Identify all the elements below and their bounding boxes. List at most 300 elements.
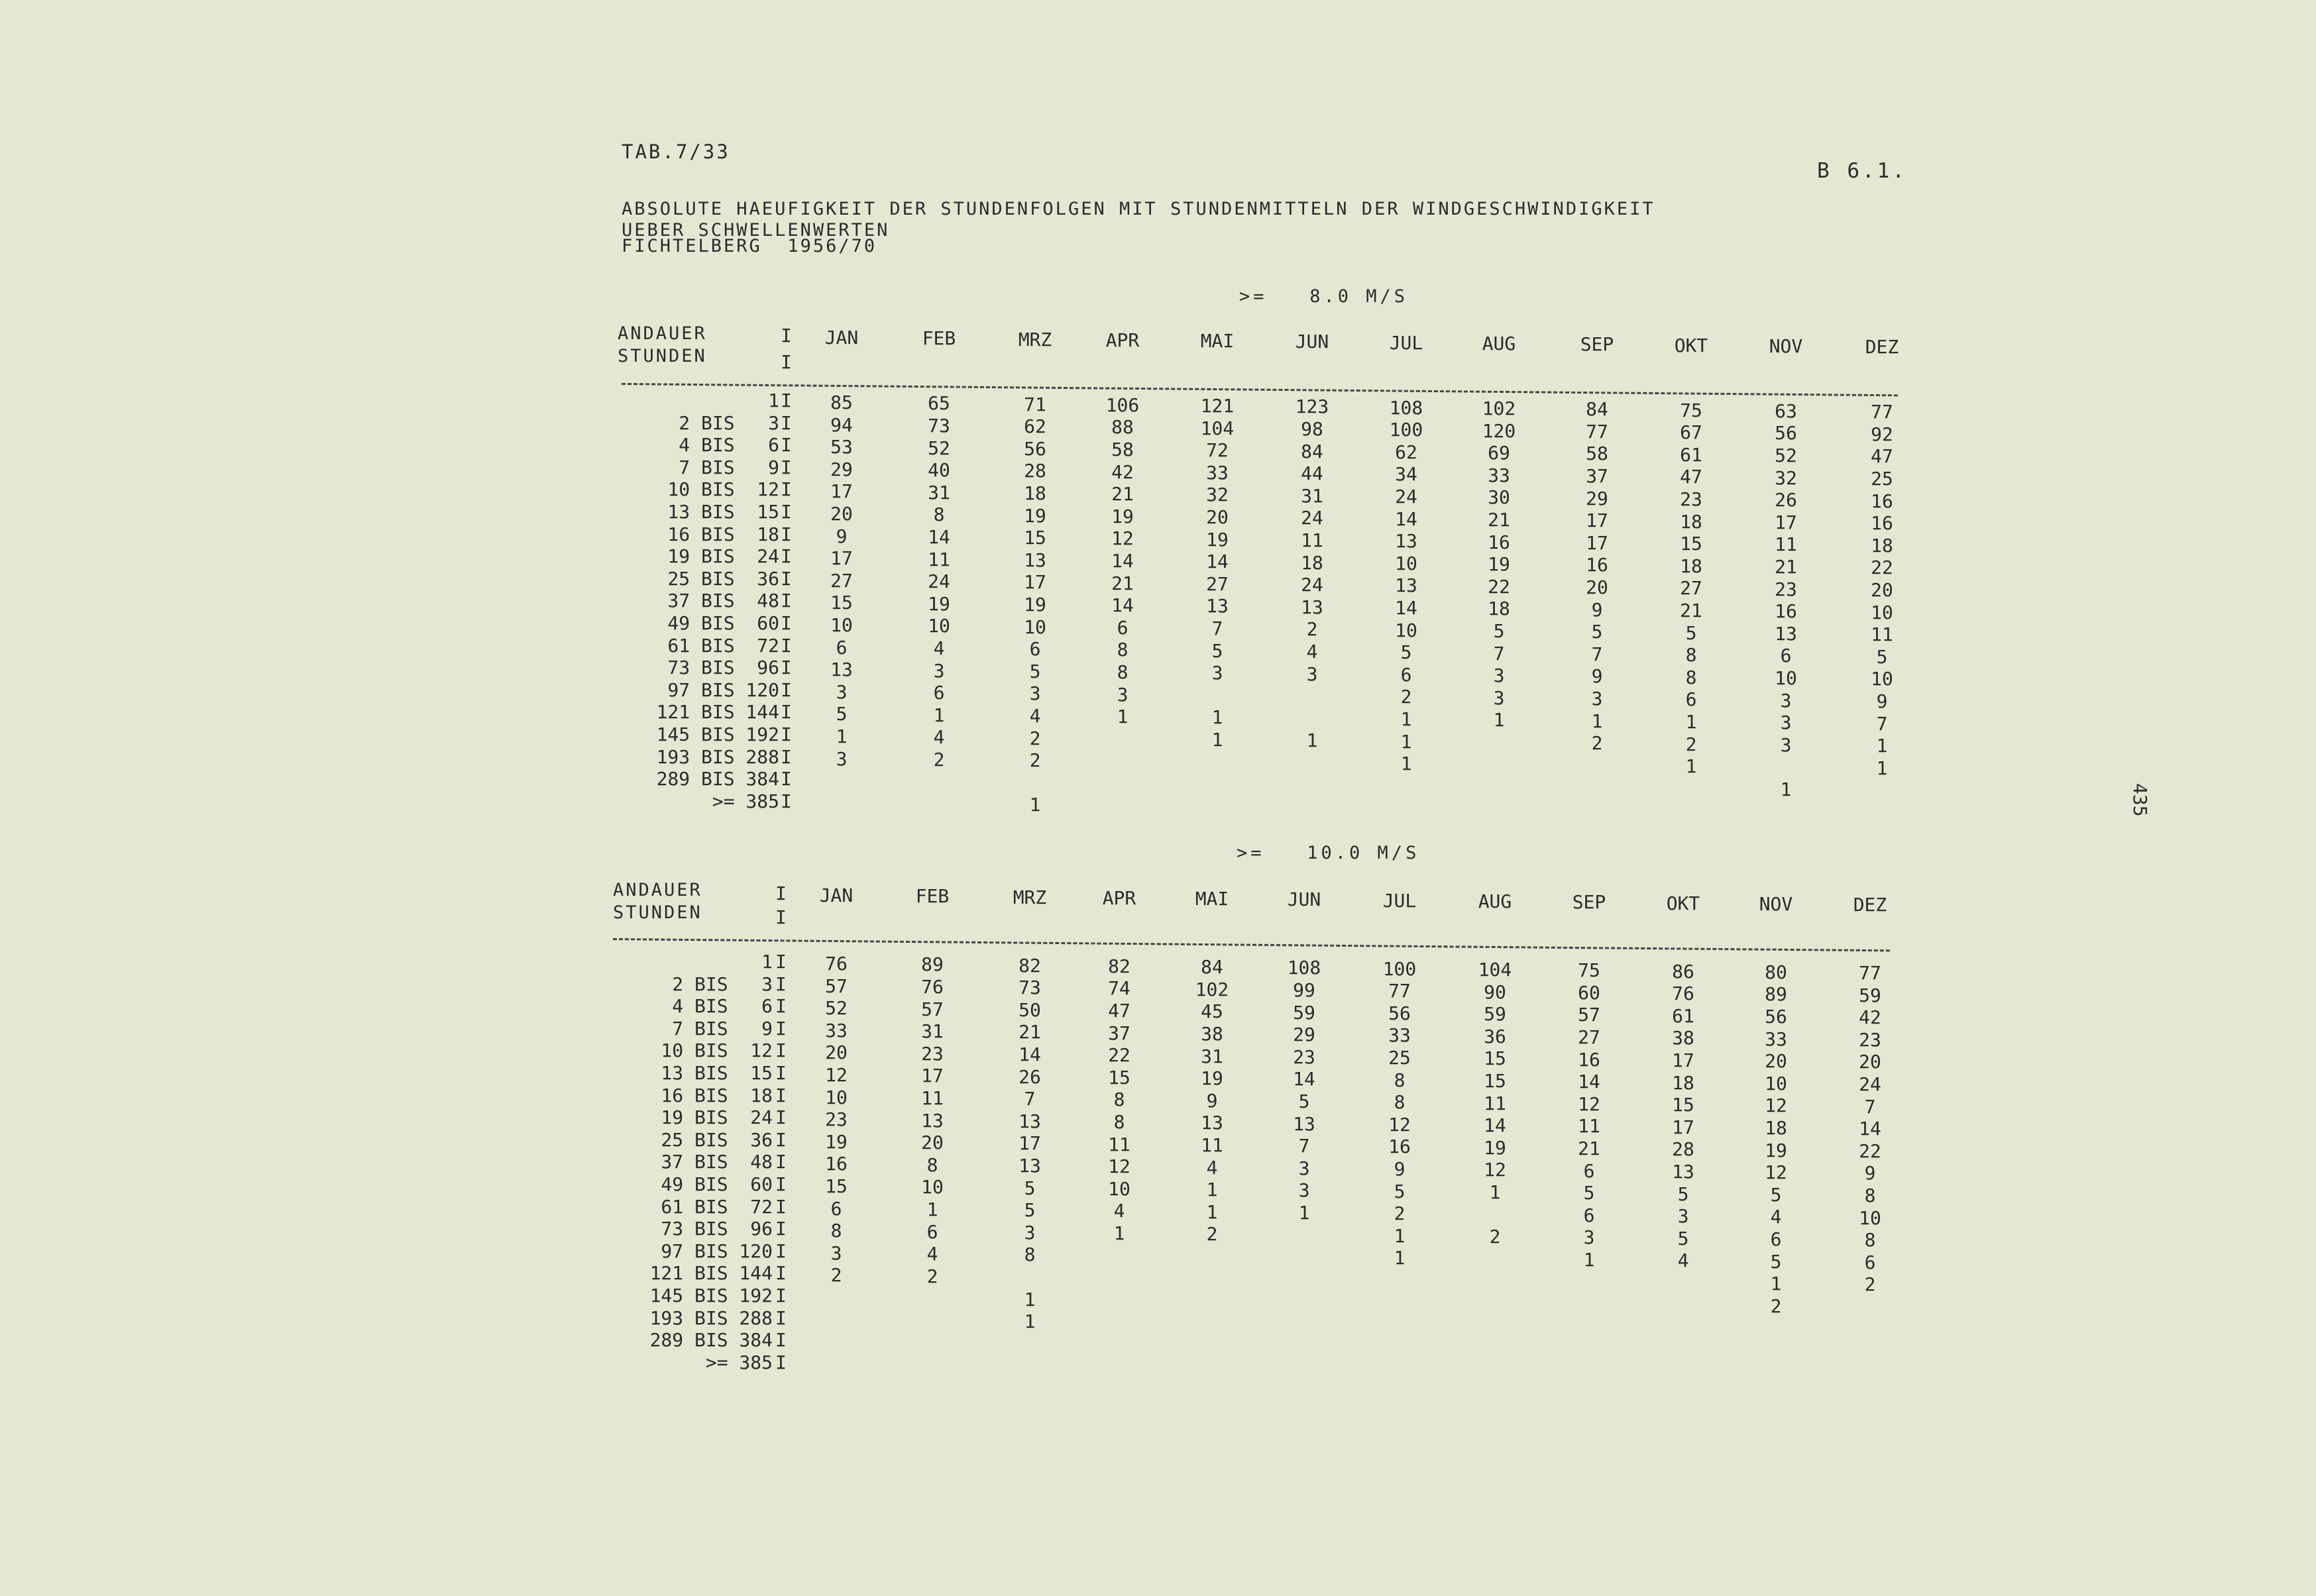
row-label: 2 BIS 3 <box>672 973 773 995</box>
table-cell: 2 <box>1685 733 1697 755</box>
table-cell: 19 <box>825 1130 848 1153</box>
table-cell: 3 <box>1591 688 1603 710</box>
table-cell: 3 <box>1780 689 1792 712</box>
table-cell: 10 <box>1108 1177 1130 1200</box>
month-header-apr: APR <box>1102 886 1136 909</box>
table-cell: 11 <box>1871 623 1893 646</box>
table-cell: 15 <box>1024 527 1046 549</box>
row-label: 121 BIS 144 <box>656 701 779 723</box>
table-cell: 17 <box>1024 571 1046 594</box>
table-cell: 12 <box>1111 527 1134 550</box>
table-cell: 14 <box>1484 1114 1506 1137</box>
table-cell: 12 <box>1108 1155 1130 1178</box>
separator-bar: I <box>775 1262 787 1285</box>
table-cell: 94 <box>830 413 853 436</box>
table-cell: 3 <box>1298 1179 1310 1202</box>
table-cell: 10 <box>825 1086 848 1108</box>
table-cell: 1 <box>1876 735 1888 757</box>
table-cell: 8 <box>1113 1111 1125 1134</box>
table-cell: 3 <box>836 680 848 703</box>
table-cell: 12 <box>1578 1092 1600 1115</box>
row-label: 25 BIS 36 <box>661 1128 773 1151</box>
separator-bar: I <box>775 1106 787 1129</box>
table-cell: 15 <box>830 592 853 614</box>
table-cell: 14 <box>1019 1043 1041 1066</box>
table-cell: 4 <box>1206 1156 1218 1179</box>
table-cell: 13 <box>1395 530 1417 553</box>
table-cell: 56 <box>1024 437 1046 460</box>
table-cell: 13 <box>830 659 853 681</box>
column-head-stunden: STUNDEN <box>613 902 702 923</box>
table-cell: 32 <box>1206 484 1229 506</box>
table-cell: 12 <box>1484 1159 1506 1181</box>
table-cell: 82 <box>1108 955 1130 977</box>
table-cell: 1 <box>1024 1288 1036 1310</box>
table-cell: 62 <box>1024 415 1046 438</box>
table-cell: 76 <box>825 953 848 975</box>
table-cell: 108 <box>1287 957 1321 979</box>
table-cell: 6 <box>926 1220 938 1243</box>
table-cell: 1 <box>933 704 945 726</box>
table-cell: 84 <box>1301 440 1323 462</box>
month-header-feb: FEB <box>915 885 950 908</box>
row-label: 121 BIS 144 <box>649 1262 773 1285</box>
table-cell: 31 <box>1201 1045 1223 1067</box>
table-cell: 1 <box>1685 710 1697 733</box>
separator-bar: I <box>781 768 792 790</box>
table-cell: 25 <box>1871 467 1893 490</box>
table-cell: 62 <box>1395 441 1417 463</box>
table-cell: 14 <box>1859 1118 1881 1140</box>
table-cell: 7 <box>1298 1135 1310 1157</box>
separator-bar: I <box>781 523 792 545</box>
table-cell: 13 <box>1019 1155 1041 1177</box>
row-label: 4 BIS 6 <box>679 434 779 456</box>
table-cell: 84 <box>1201 956 1223 979</box>
separator-bar: I <box>775 1351 787 1373</box>
month-header-mrz: MRZ <box>1013 886 1047 908</box>
table-cell: 5 <box>1770 1183 1782 1206</box>
table-cell: 1 <box>1206 1179 1218 1201</box>
table-cell: 86 <box>1672 960 1694 983</box>
table-cell: 5 <box>1400 641 1412 664</box>
row-label: 25 BIS 36 <box>667 567 779 590</box>
table-cell: 31 <box>928 481 950 504</box>
table-cell: 10 <box>1859 1206 1881 1229</box>
month-header-mai: MAI <box>1195 888 1229 910</box>
table-cell: 77 <box>1859 962 1881 984</box>
table-cell: 4 <box>933 637 945 659</box>
table-cell: 33 <box>825 1019 848 1041</box>
page-code: B 6.1. <box>1817 159 1907 183</box>
table-cell: 18 <box>1024 482 1046 505</box>
row-label: 37 BIS 48 <box>667 590 779 612</box>
table-cell: 10 <box>921 1176 944 1198</box>
table-cell: 15 <box>825 1175 848 1198</box>
table-cell: 47 <box>1108 1000 1130 1022</box>
row-label: 1 <box>761 951 773 973</box>
table-cell: 13 <box>1775 622 1797 645</box>
table-cell: 61 <box>1672 1004 1694 1027</box>
table-cell: 56 <box>1388 1002 1411 1024</box>
table-cell: 13 <box>921 1109 944 1132</box>
table-cell: 3 <box>1024 1221 1036 1244</box>
table-cell: 104 <box>1200 417 1235 439</box>
table-cell: 9 <box>1206 1089 1218 1112</box>
table-cell: 1 <box>1583 1249 1595 1271</box>
table-cell: 106 <box>1105 394 1140 416</box>
table-cell: 14 <box>1111 550 1134 572</box>
table-cell: 18 <box>1672 1071 1694 1094</box>
table-cell: 20 <box>1206 506 1229 529</box>
table-cell: 58 <box>1111 439 1134 460</box>
table-cell: 15 <box>1680 533 1702 555</box>
table-cell: 24 <box>1301 574 1323 596</box>
separator-bar: I <box>781 501 792 523</box>
table-cell: 23 <box>921 1042 944 1065</box>
table-cell: 1 <box>1591 710 1603 732</box>
table-cell: 59 <box>1484 1003 1506 1026</box>
table-cell: 75 <box>1680 399 1702 421</box>
row-label: 49 BIS 60 <box>661 1173 773 1195</box>
table-cell: 18 <box>1871 534 1893 557</box>
table-cell: 3 <box>933 659 945 682</box>
table-cell: 2 <box>1206 1223 1218 1246</box>
table-cell: 69 <box>1488 442 1510 464</box>
table-cell: 33 <box>1206 461 1229 484</box>
row-label: 61 BIS 72 <box>661 1195 773 1218</box>
table-cell: 10 <box>1024 615 1046 638</box>
table-cell: 4 <box>1306 640 1318 663</box>
month-header-jul: JUL <box>1389 331 1423 354</box>
table-cell: 17 <box>1019 1132 1041 1155</box>
table-cell: 1 <box>836 725 848 747</box>
table-cell: 14 <box>1395 507 1417 530</box>
threshold-label: >= 10.0 M/S <box>1237 843 1420 863</box>
table-cell: 16 <box>1871 512 1893 535</box>
table-cell: 71 <box>1024 393 1046 415</box>
row-label: 10 BIS 12 <box>667 478 779 501</box>
table-cell: 1 <box>1211 706 1223 729</box>
row-label: 16 BIS 18 <box>661 1084 773 1106</box>
table-cell: 5 <box>1685 621 1697 644</box>
table-cell: 14 <box>1111 594 1134 617</box>
row-label: 1 <box>768 390 779 411</box>
row-label: >= 385 <box>712 790 779 812</box>
table-cell: 7 <box>1493 642 1505 665</box>
table-cell: 89 <box>921 953 944 976</box>
table-cell: 8 <box>1394 1069 1406 1091</box>
table-cell: 10 <box>830 613 853 636</box>
row-label: 10 BIS 12 <box>661 1039 773 1062</box>
table-cell: 8 <box>1685 644 1697 666</box>
separator-bar: I <box>775 1306 787 1329</box>
table-cell: 40 <box>928 459 950 482</box>
table-cell: 23 <box>1775 578 1797 600</box>
table-id: TAB.7/33 <box>622 140 730 163</box>
table-cell: 7 <box>1591 643 1603 665</box>
table-cell: 5 <box>836 703 848 725</box>
table-cell: 27 <box>830 569 853 592</box>
row-label: 4 BIS 6 <box>672 995 773 1018</box>
table-cell: 27 <box>1680 577 1702 600</box>
table-cell: 7 <box>1876 712 1888 735</box>
table-cell: 59 <box>1293 1001 1315 1024</box>
table-cell: 6 <box>1685 688 1697 711</box>
table-cell: 121 <box>1200 395 1235 417</box>
table-cell: 24 <box>1859 1073 1881 1096</box>
table-cell: 1 <box>1306 729 1318 752</box>
table-cell: 18 <box>1301 551 1323 574</box>
table-cell: 16 <box>1488 531 1510 553</box>
separator-bar: I <box>781 545 792 568</box>
table-cell: 27 <box>1206 572 1229 595</box>
table-cell: 19 <box>1201 1067 1223 1090</box>
separator-bar: I <box>775 1039 787 1062</box>
separator-bar: I <box>775 1017 787 1039</box>
table-cell: 3 <box>1117 683 1129 706</box>
table-cell: 104 <box>1478 958 1512 981</box>
separator-bar: I <box>781 478 792 501</box>
separator-bar: I <box>781 612 792 634</box>
table-cell: 3 <box>1211 662 1223 684</box>
table-cell: 16 <box>1578 1048 1600 1071</box>
table-cell: 16 <box>1775 600 1797 623</box>
table-cell: 47 <box>1680 466 1702 488</box>
table-cell: 3 <box>1493 686 1505 709</box>
table-cell: 9 <box>1591 665 1603 688</box>
table-cell: 3 <box>1493 665 1505 687</box>
table-cell: 45 <box>1201 1000 1223 1023</box>
table-cell: 12 <box>1765 1094 1787 1117</box>
table-cell: 47 <box>1871 445 1893 468</box>
separator-bar: I <box>781 657 792 679</box>
table-cell: 67 <box>1680 421 1702 444</box>
table-cell: 2 <box>830 1264 842 1287</box>
table-cell: 17 <box>1672 1116 1694 1138</box>
month-header-dez: DEZ <box>1865 336 1899 358</box>
month-header-jun: JUN <box>1295 331 1329 353</box>
table-cell: 37 <box>1108 1022 1130 1044</box>
table-cell: 4 <box>1029 705 1041 727</box>
table-cell: 14 <box>928 525 950 548</box>
table-cell: 72 <box>1206 439 1229 462</box>
table-cell: 34 <box>1395 463 1417 486</box>
table-cell: 6 <box>1583 1204 1595 1226</box>
table-cell: 77 <box>1871 401 1893 423</box>
table-cell: 2 <box>1864 1273 1876 1296</box>
table-cell: 21 <box>1019 1021 1041 1043</box>
table-cell: 52 <box>928 437 950 459</box>
table-cell: 3 <box>1298 1157 1310 1179</box>
separator-bar: I <box>775 1128 787 1151</box>
table-cell: 2 <box>1306 618 1318 641</box>
month-header-jan: JAN <box>819 884 854 907</box>
row-label: 289 BIS 384 <box>656 768 779 790</box>
table-cell: 1 <box>1780 778 1792 800</box>
table-cell: 22 <box>1108 1044 1130 1067</box>
table-cell: 15 <box>1484 1069 1506 1092</box>
table-cell: 5 <box>1211 639 1223 662</box>
month-header-mai: MAI <box>1200 330 1235 352</box>
table-cell: 18 <box>1765 1116 1787 1139</box>
table-cell: 6 <box>830 1197 842 1220</box>
table-cell: 19 <box>1765 1139 1787 1161</box>
table-cell: 1 <box>1394 1247 1406 1269</box>
table-cell: 5 <box>1677 1227 1689 1250</box>
table-cell: 1 <box>1400 708 1412 731</box>
table-cell: 99 <box>1293 979 1315 1001</box>
table-cell: 3 <box>830 1242 842 1264</box>
table-cell: 22 <box>1871 557 1893 579</box>
separator-bar: I <box>781 411 792 434</box>
separator-bar: I <box>775 1062 787 1084</box>
table-cell: 58 <box>1586 443 1608 465</box>
table-cell: 21 <box>1111 483 1134 505</box>
table-cell: 11 <box>1775 533 1797 556</box>
table-cell: 21 <box>1488 508 1510 531</box>
month-header-mrz: MRZ <box>1018 328 1052 350</box>
table-cell: 6 <box>1583 1159 1595 1182</box>
table-cell: 25 <box>1388 1047 1411 1069</box>
table-cell: 10 <box>1871 601 1893 623</box>
table-cell: 100 <box>1382 957 1417 980</box>
table-cell: 3 <box>836 747 848 770</box>
month-header-aug: AUG <box>1482 332 1516 354</box>
table-cell: 4 <box>933 726 945 749</box>
title-line-1: ABSOLUTE HAEUFIGKEIT DER STUNDENFOLGEN MIT STUNDENMITTELN DER WINDGESCHWINDIGKEIT <box>622 199 1655 219</box>
row-label: 37 BIS 48 <box>661 1151 773 1173</box>
table-cell: 3 <box>1029 682 1041 705</box>
table-cell: 1 <box>1489 1181 1501 1203</box>
separator-bar: I <box>775 1285 787 1306</box>
table-cell: 10 <box>928 615 950 637</box>
table-cell: 8 <box>830 1220 842 1242</box>
table-cell: 2 <box>1591 732 1603 755</box>
table-cell: 1 <box>1298 1201 1310 1224</box>
table-cell: 65 <box>928 392 950 415</box>
table-cell: 19 <box>928 592 950 615</box>
table-cell: 9 <box>1394 1158 1406 1181</box>
table-cell: 33 <box>1765 1028 1787 1050</box>
table-cell: 13 <box>1301 596 1323 618</box>
table-cell: 44 <box>1301 462 1323 485</box>
table-cell: 20 <box>1859 1051 1881 1073</box>
table-cell: 19 <box>1024 504 1046 527</box>
table-cell: 73 <box>928 414 950 437</box>
table-cell: 85 <box>830 391 853 413</box>
table-cell: 31 <box>1301 484 1323 507</box>
column-head-andauer: ANDAUER <box>618 323 707 344</box>
table-cell: 8 <box>1024 1244 1036 1266</box>
table-cell: 16 <box>1586 554 1608 576</box>
table-cell: 2 <box>1400 686 1412 708</box>
table-cell: 28 <box>1024 460 1046 482</box>
table-cell: 20 <box>921 1132 944 1154</box>
table-cell: 3 <box>1306 663 1318 685</box>
separator-bar: I <box>775 951 787 973</box>
column-head-stunden: STUNDEN <box>618 346 707 366</box>
row-label: 73 BIS 96 <box>661 1218 773 1240</box>
table-cell: 3 <box>1780 712 1792 734</box>
table-cell: 20 <box>825 1041 848 1064</box>
separator-bar: I <box>775 1173 787 1195</box>
table-cell: 7 <box>1024 1088 1036 1110</box>
table-cell: 11 <box>1201 1134 1223 1156</box>
table-cell: 23 <box>1680 488 1702 510</box>
table-cell: 1 <box>1400 730 1412 753</box>
month-header-feb: FEB <box>922 327 956 350</box>
table-cell: 11 <box>928 548 950 570</box>
table-cell: 17 <box>921 1065 944 1087</box>
table-cell: 17 <box>1586 531 1608 554</box>
separator-bar: I <box>775 1240 787 1262</box>
table-cell: 20 <box>1586 576 1608 599</box>
table-cell: 11 <box>921 1087 944 1109</box>
table-cell: 6 <box>1864 1251 1876 1273</box>
month-header-sep: SEP <box>1572 891 1606 914</box>
month-header-apr: APR <box>1105 329 1140 351</box>
table-cell: 13 <box>1019 1110 1041 1132</box>
table-cell: 8 <box>1117 639 1129 661</box>
separator-bar: I <box>781 456 792 478</box>
row-label: 2 BIS 3 <box>679 411 779 434</box>
table-cell: 18 <box>1680 555 1702 577</box>
table-cell: 8 <box>933 504 945 526</box>
separator-bar: I <box>775 1218 787 1240</box>
table-cell: 11 <box>1301 529 1323 551</box>
row-label: 61 BIS 72 <box>667 634 779 657</box>
row-label: 16 BIS 18 <box>667 523 779 545</box>
table-cell: 31 <box>921 1020 944 1043</box>
separator-bar: I <box>781 678 792 701</box>
table-cell: 5 <box>1583 1182 1595 1204</box>
title-line-2: UEBER SCHWELLENWERTEN <box>622 220 890 240</box>
separator-bar: I <box>781 634 792 657</box>
table-cell: 12 <box>1765 1161 1787 1184</box>
table-cell: 84 <box>1586 398 1608 421</box>
table-cell: 23 <box>1859 1028 1881 1051</box>
table-cell: 21 <box>1775 556 1797 578</box>
table-cell: 8 <box>1113 1089 1125 1111</box>
separator-bar: I <box>781 790 792 812</box>
separator-bar: I <box>775 1084 787 1106</box>
table-cell: 32 <box>1775 466 1797 489</box>
month-header-dez: DEZ <box>1853 894 1887 916</box>
table-cell: 6 <box>1770 1228 1782 1250</box>
table-cell: 7 <box>1864 1095 1876 1118</box>
table-cell: 4 <box>1770 1206 1782 1228</box>
table-cell: 23 <box>1293 1045 1315 1068</box>
table-cell: 17 <box>830 547 853 570</box>
table-cell: 17 <box>830 480 853 503</box>
table-cell: 4 <box>926 1243 938 1265</box>
table-cell: 19 <box>1024 594 1046 616</box>
month-header-jun: JUN <box>1287 888 1321 911</box>
row-label: 97 BIS 120 <box>667 678 779 701</box>
table-cell: 38 <box>1201 1022 1223 1045</box>
table-cell: 1 <box>926 1198 938 1220</box>
table-cell: 19 <box>1484 1136 1506 1159</box>
table-cell: 61 <box>1680 443 1702 466</box>
table-cell: 23 <box>825 1108 848 1131</box>
table-cell: 11 <box>1578 1115 1600 1138</box>
month-header-okt: OKT <box>1666 892 1700 914</box>
month-header-sep: SEP <box>1580 333 1614 356</box>
table-cell: 42 <box>1859 1006 1881 1029</box>
table-cell: 8 <box>1864 1185 1876 1207</box>
table-cell: 21 <box>1111 572 1134 594</box>
